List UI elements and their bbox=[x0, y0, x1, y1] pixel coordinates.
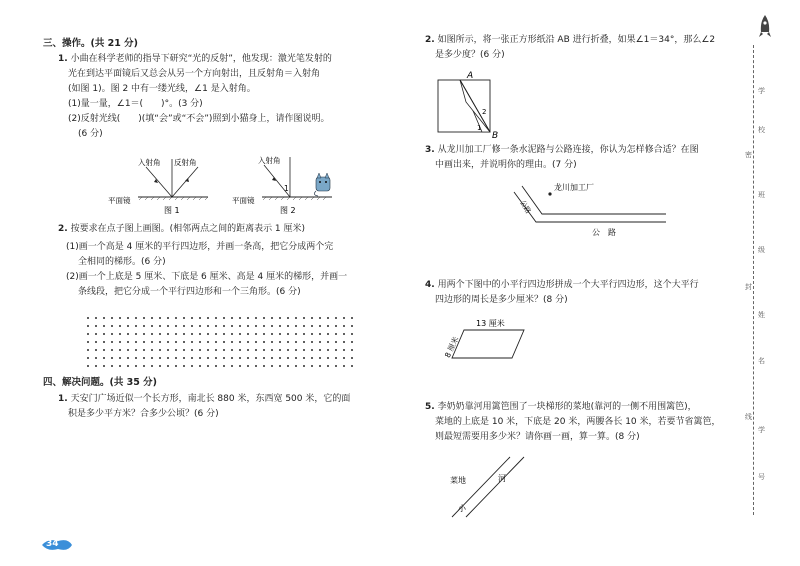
fig1-mirror-label: 平面镜 bbox=[108, 196, 131, 205]
binding-line bbox=[753, 45, 754, 515]
right-question-2 bbox=[425, 33, 750, 63]
sidebar-label: 名 bbox=[758, 357, 765, 365]
question-number: 5. bbox=[425, 402, 435, 412]
page-number: 34 bbox=[46, 539, 59, 549]
question-number: 1. bbox=[58, 394, 68, 404]
road-label: 公 路 bbox=[592, 228, 616, 237]
question-text: 李奶奶靠河用篱笆围了一块梯形的菜地(靠河的一侧不用围篱笆)， bbox=[437, 402, 697, 412]
question-text: 小曲在科学老师的指导下研究“光的反射”，他发现：激光笔发射的 bbox=[70, 54, 332, 64]
river-label: 河 bbox=[498, 474, 506, 483]
parallelogram-top-label: 13 厘米 bbox=[476, 319, 505, 328]
question-2 bbox=[58, 222, 388, 300]
sidebar-label: 号 bbox=[758, 473, 765, 481]
question-text: (如图 1)。图 2 中有一缕光线，∠1 是入射角。 bbox=[68, 84, 256, 94]
fig2-mirror-label: 平面镜 bbox=[232, 196, 255, 205]
rocket-icon bbox=[758, 14, 772, 40]
right-question-5 bbox=[425, 400, 755, 445]
sub-question-2: (2)反射光线( )(填“会”或“不会”)照到小猫身上，请作图说明。 bbox=[68, 114, 330, 124]
fig1-incident-label: 入射角 bbox=[138, 158, 161, 167]
parallelogram-side-label: 8 厘米 bbox=[442, 335, 461, 360]
question-number: 1. bbox=[58, 54, 68, 64]
sub-question-2: (2)画一个上底是 5 厘米、下底是 6 厘米、高是 4 厘米的梯形，并画一 bbox=[66, 272, 348, 282]
sidebar-label: 级 bbox=[758, 246, 765, 254]
sidebar-label: 学 bbox=[758, 87, 765, 95]
sub-question-1-cont: 全相同的梯形。(6 分) bbox=[78, 257, 166, 267]
sidebar-label: 班 bbox=[758, 191, 765, 199]
question-number: 4. bbox=[425, 280, 435, 290]
side-road-label: 公路 bbox=[518, 199, 533, 216]
angle-1-label: 1 bbox=[477, 124, 482, 132]
figure-2-light-with-cat bbox=[232, 155, 342, 217]
fig1-reflect-label: 反射角 bbox=[174, 158, 197, 167]
fig2-incident-label: 入射角 bbox=[258, 156, 281, 165]
sub-question-2-cont: 条线段，把它分成一个平行四边形和一个三角形。(6 分) bbox=[78, 287, 301, 297]
section-3-title: 三、操作。(共 21 分) bbox=[43, 38, 139, 49]
question-text: 积是多少平方米？合多少公顷？(6 分) bbox=[68, 409, 219, 419]
factory-label: 龙川加工厂 bbox=[554, 183, 594, 192]
folded-square-figure bbox=[434, 68, 504, 138]
question-text: 用两个下图中的小平行四边形拼成一个大平行四边形，这个大平行 bbox=[437, 280, 699, 290]
factory-point bbox=[548, 192, 551, 195]
sidebar-label: 姓 bbox=[758, 311, 765, 319]
section-4-title: 四、解决问题。(共 35 分) bbox=[43, 377, 158, 388]
question-text: 如图所示，将一张正方形纸沿 AB 进行折叠，如果∠1＝34°，那么∠2 bbox=[437, 35, 716, 45]
sidebar-seal: 密 bbox=[745, 151, 752, 159]
question-number: 2. bbox=[58, 224, 68, 234]
problem-1 bbox=[58, 392, 388, 422]
river-field-figure bbox=[440, 455, 550, 521]
cat-icon bbox=[314, 173, 330, 196]
sub-question-1: (1)画一个高是 4 厘米的平行四边形，并画一条高，把它分成两个完 bbox=[66, 242, 334, 252]
road-map-figure bbox=[500, 178, 670, 240]
angle-2-label: 2 bbox=[482, 108, 487, 116]
question-number: 3. bbox=[425, 145, 435, 155]
label-A: A bbox=[467, 71, 474, 81]
question-text: 菜地的上底是 10 米，下底是 20 米，两腰各长 10 米，若要节省篱笆， bbox=[435, 417, 721, 427]
fig1-caption: 图 1 bbox=[164, 206, 180, 215]
question-1 bbox=[58, 52, 388, 142]
question-text: 光在到达平面镜后又总会从另一个方向射出，且反射角＝入射角 bbox=[68, 69, 321, 79]
question-text: 从龙川加工厂修一条水泥路与公路连接，你认为怎样修合适？在图 bbox=[437, 145, 699, 155]
small-label: 小 bbox=[458, 504, 466, 513]
sidebar-label: 校 bbox=[758, 126, 765, 134]
fig2-caption: 图 2 bbox=[280, 206, 296, 215]
question-text: 天安门广场近似一个长方形，南北长 880 米，东西宽 500 米，它的面 bbox=[70, 394, 351, 404]
question-text: 四边形的周长是多少厘米？(8 分) bbox=[435, 295, 568, 305]
score: (6 分) bbox=[78, 129, 103, 139]
label-B: B bbox=[492, 131, 499, 138]
sidebar-seal: 线 bbox=[745, 413, 752, 421]
question-text: 中画出来，并说明你的理由。(7 分) bbox=[435, 160, 577, 170]
question-number: 2. bbox=[425, 35, 435, 45]
dot-grid[interactable] bbox=[84, 314, 356, 370]
sub-question-1: (1)量一量，∠1＝( )°。(3 分) bbox=[68, 99, 203, 109]
page-number-badge bbox=[40, 538, 74, 552]
right-question-4 bbox=[425, 278, 750, 308]
right-question-3 bbox=[425, 143, 750, 173]
question-text: 按要求在点子图上画图。(相邻两点之间的距离表示 1 厘米) bbox=[70, 224, 306, 234]
fig2-angle-label: 1 bbox=[284, 184, 289, 193]
parallelogram-figure bbox=[440, 314, 530, 364]
sidebar-label: 学 bbox=[758, 426, 765, 434]
field-label: 菜地 bbox=[450, 476, 466, 485]
question-text: 是多少度？(6 分) bbox=[435, 50, 505, 60]
question-text: 则最短需要用多少米？请你画一画，算一算。(8 分) bbox=[435, 432, 640, 442]
sidebar-seal: 封 bbox=[745, 283, 752, 291]
figure-1-light-reflection bbox=[108, 155, 218, 217]
